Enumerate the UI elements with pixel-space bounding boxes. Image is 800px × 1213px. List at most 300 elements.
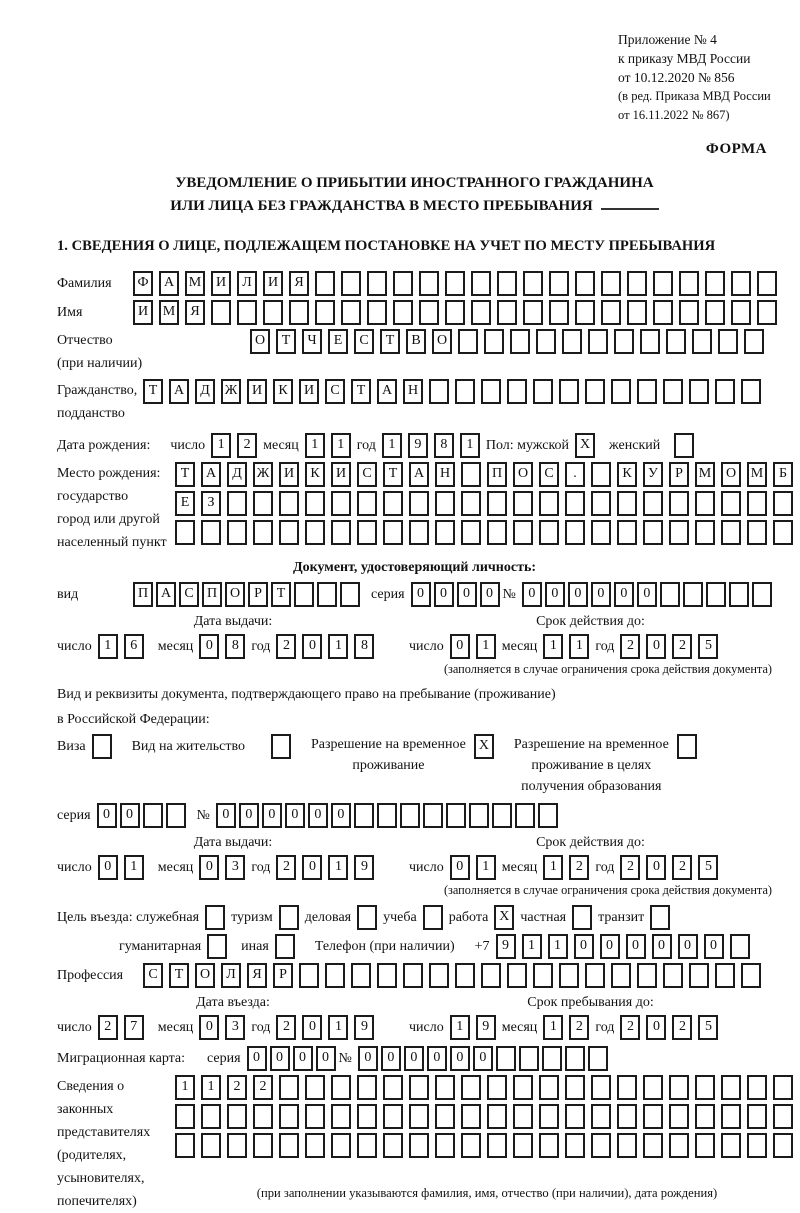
char-box[interactable] <box>643 1075 663 1100</box>
char-box[interactable] <box>497 271 517 296</box>
char-box[interactable] <box>279 520 299 545</box>
char-box[interactable]: 1 <box>543 855 563 880</box>
char-box[interactable] <box>705 300 725 325</box>
char-box[interactable]: 0 <box>262 803 282 828</box>
char-box[interactable] <box>354 803 374 828</box>
char-box[interactable] <box>461 491 481 516</box>
char-box[interactable] <box>481 379 501 404</box>
char-box[interactable] <box>663 379 683 404</box>
char-box[interactable] <box>549 300 569 325</box>
char-box[interactable] <box>253 1104 273 1129</box>
char-box[interactable] <box>513 520 533 545</box>
char-box[interactable] <box>669 1133 689 1158</box>
char-box[interactable] <box>393 300 413 325</box>
char-box[interactable] <box>357 520 377 545</box>
char-box[interactable]: 0 <box>626 934 646 959</box>
char-box[interactable] <box>637 963 657 988</box>
char-box[interactable]: 5 <box>698 855 718 880</box>
char-box[interactable] <box>773 1133 793 1158</box>
char-box[interactable] <box>175 1133 195 1158</box>
char-box[interactable] <box>423 803 443 828</box>
char-box[interactable]: Л <box>237 271 257 296</box>
char-box[interactable]: 6 <box>124 634 144 659</box>
char-box[interactable] <box>559 963 579 988</box>
char-box[interactable] <box>677 734 697 759</box>
char-box[interactable]: 8 <box>225 634 245 659</box>
char-box[interactable]: Р <box>248 582 268 607</box>
char-box[interactable] <box>317 582 337 607</box>
char-box[interactable] <box>487 1075 507 1100</box>
char-box[interactable] <box>279 905 299 930</box>
char-box[interactable]: 9 <box>408 433 428 458</box>
char-box[interactable] <box>721 491 741 516</box>
char-box[interactable]: 0 <box>199 1015 219 1040</box>
char-box[interactable]: 0 <box>637 582 657 607</box>
char-box[interactable] <box>523 271 543 296</box>
char-box[interactable]: 0 <box>473 1046 493 1071</box>
char-box[interactable] <box>705 271 725 296</box>
char-box[interactable]: 1 <box>328 855 348 880</box>
char-box[interactable] <box>715 379 735 404</box>
char-box[interactable] <box>614 329 634 354</box>
char-box[interactable] <box>461 520 481 545</box>
char-box[interactable]: 5 <box>698 1015 718 1040</box>
char-box[interactable] <box>341 300 361 325</box>
char-box[interactable] <box>166 803 186 828</box>
char-box[interactable] <box>539 520 559 545</box>
char-box[interactable]: Т <box>380 329 400 354</box>
char-box[interactable] <box>565 491 585 516</box>
char-box[interactable]: 0 <box>600 934 620 959</box>
char-box[interactable] <box>305 1104 325 1129</box>
char-box[interactable] <box>539 1104 559 1129</box>
char-box[interactable]: 2 <box>569 1015 589 1040</box>
char-box[interactable]: 1 <box>328 1015 348 1040</box>
char-box[interactable] <box>383 1075 403 1100</box>
char-box[interactable]: З <box>201 491 221 516</box>
char-box[interactable] <box>542 1046 562 1071</box>
char-box[interactable] <box>674 433 694 458</box>
char-box[interactable] <box>400 803 420 828</box>
char-box[interactable] <box>591 491 611 516</box>
char-box[interactable] <box>461 462 481 487</box>
char-box[interactable]: А <box>201 462 221 487</box>
char-box[interactable]: У <box>643 462 663 487</box>
char-box[interactable] <box>423 905 443 930</box>
char-box[interactable] <box>435 1104 455 1129</box>
char-box[interactable] <box>461 1075 481 1100</box>
char-box[interactable]: К <box>617 462 637 487</box>
char-box[interactable]: И <box>247 379 267 404</box>
char-box[interactable]: 1 <box>548 934 568 959</box>
char-box[interactable] <box>487 520 507 545</box>
char-box[interactable] <box>617 1075 637 1100</box>
char-box[interactable] <box>653 271 673 296</box>
char-box[interactable] <box>409 1075 429 1100</box>
char-box[interactable] <box>627 271 647 296</box>
char-box[interactable] <box>227 1133 247 1158</box>
char-box[interactable]: 1 <box>305 433 325 458</box>
char-box[interactable]: 0 <box>120 803 140 828</box>
char-box[interactable]: 1 <box>98 634 118 659</box>
char-box[interactable]: 2 <box>276 1015 296 1040</box>
char-box[interactable] <box>565 1133 585 1158</box>
char-box[interactable]: 0 <box>316 1046 336 1071</box>
char-box[interactable] <box>757 271 777 296</box>
char-box[interactable]: 2 <box>620 634 640 659</box>
char-box[interactable] <box>565 1046 585 1071</box>
char-box[interactable] <box>487 491 507 516</box>
char-box[interactable] <box>747 491 767 516</box>
char-box[interactable]: Р <box>669 462 689 487</box>
char-box[interactable] <box>572 905 592 930</box>
char-box[interactable] <box>393 271 413 296</box>
char-box[interactable] <box>331 520 351 545</box>
char-box[interactable] <box>357 1104 377 1129</box>
char-box[interactable]: С <box>325 379 345 404</box>
char-box[interactable] <box>731 271 751 296</box>
char-box[interactable]: 9 <box>354 855 374 880</box>
char-box[interactable]: С <box>539 462 559 487</box>
char-box[interactable]: 0 <box>302 1015 322 1040</box>
char-box[interactable] <box>588 1046 608 1071</box>
char-box[interactable] <box>455 963 475 988</box>
char-box[interactable]: Т <box>175 462 195 487</box>
char-box[interactable] <box>263 300 283 325</box>
char-box[interactable] <box>721 1133 741 1158</box>
char-box[interactable]: М <box>185 271 205 296</box>
char-box[interactable] <box>689 963 709 988</box>
char-box[interactable] <box>519 1046 539 1071</box>
char-box[interactable]: И <box>331 462 351 487</box>
char-box[interactable]: 0 <box>411 582 431 607</box>
char-box[interactable]: 7 <box>124 1015 144 1040</box>
char-box[interactable] <box>275 934 295 959</box>
char-box[interactable]: 0 <box>216 803 236 828</box>
char-box[interactable]: 0 <box>381 1046 401 1071</box>
char-box[interactable]: 1 <box>175 1075 195 1100</box>
char-box[interactable] <box>721 1104 741 1129</box>
char-box[interactable] <box>331 1075 351 1100</box>
char-box[interactable] <box>731 300 751 325</box>
char-box[interactable]: 0 <box>574 934 594 959</box>
char-box[interactable] <box>747 1133 767 1158</box>
char-box[interactable] <box>201 1133 221 1158</box>
char-box[interactable] <box>695 1075 715 1100</box>
char-box[interactable] <box>669 491 689 516</box>
char-box[interactable] <box>271 734 291 759</box>
char-box[interactable] <box>507 963 527 988</box>
char-box[interactable] <box>510 329 530 354</box>
char-box[interactable]: X <box>494 905 514 930</box>
char-box[interactable]: В <box>406 329 426 354</box>
char-box[interactable]: Я <box>247 963 267 988</box>
char-box[interactable] <box>695 1133 715 1158</box>
char-box[interactable] <box>643 520 663 545</box>
char-box[interactable]: 2 <box>672 634 692 659</box>
char-box[interactable] <box>575 271 595 296</box>
char-box[interactable] <box>507 379 527 404</box>
char-box[interactable] <box>458 329 478 354</box>
char-box[interactable]: 8 <box>434 433 454 458</box>
char-box[interactable] <box>617 1104 637 1129</box>
char-box[interactable] <box>575 300 595 325</box>
char-box[interactable]: . <box>565 462 585 487</box>
char-box[interactable]: 0 <box>591 582 611 607</box>
char-box[interactable] <box>487 1104 507 1129</box>
char-box[interactable] <box>253 491 273 516</box>
char-box[interactable]: 2 <box>237 433 257 458</box>
char-box[interactable] <box>533 379 553 404</box>
char-box[interactable] <box>237 300 257 325</box>
char-box[interactable]: Т <box>351 379 371 404</box>
char-box[interactable]: Б <box>773 462 793 487</box>
char-box[interactable] <box>299 963 319 988</box>
char-box[interactable]: Л <box>221 963 241 988</box>
char-box[interactable]: 0 <box>450 855 470 880</box>
char-box[interactable] <box>227 1104 247 1129</box>
char-box[interactable] <box>305 491 325 516</box>
char-box[interactable] <box>315 271 335 296</box>
char-box[interactable] <box>383 491 403 516</box>
char-box[interactable]: И <box>133 300 153 325</box>
char-box[interactable]: 1 <box>543 634 563 659</box>
char-box[interactable] <box>435 491 455 516</box>
char-box[interactable]: 0 <box>568 582 588 607</box>
char-box[interactable] <box>305 520 325 545</box>
char-box[interactable]: 2 <box>227 1075 247 1100</box>
char-box[interactable] <box>471 271 491 296</box>
char-box[interactable]: И <box>263 271 283 296</box>
char-box[interactable] <box>559 379 579 404</box>
char-box[interactable]: 2 <box>253 1075 273 1100</box>
char-box[interactable]: 8 <box>354 634 374 659</box>
char-box[interactable] <box>617 1133 637 1158</box>
char-box[interactable]: Е <box>175 491 195 516</box>
char-box[interactable] <box>409 520 429 545</box>
char-box[interactable] <box>487 1133 507 1158</box>
char-box[interactable] <box>663 963 683 988</box>
char-box[interactable] <box>419 271 439 296</box>
char-box[interactable] <box>549 271 569 296</box>
char-box[interactable] <box>419 300 439 325</box>
char-box[interactable] <box>515 803 535 828</box>
char-box[interactable] <box>591 1075 611 1100</box>
char-box[interactable] <box>429 963 449 988</box>
char-box[interactable] <box>721 520 741 545</box>
char-box[interactable]: П <box>487 462 507 487</box>
char-box[interactable] <box>227 491 247 516</box>
char-box[interactable] <box>201 520 221 545</box>
char-box[interactable]: Т <box>276 329 296 354</box>
char-box[interactable] <box>565 1104 585 1129</box>
char-box[interactable] <box>669 1104 689 1129</box>
char-box[interactable]: 0 <box>404 1046 424 1071</box>
char-box[interactable] <box>562 329 582 354</box>
char-box[interactable] <box>175 1104 195 1129</box>
char-box[interactable] <box>565 1075 585 1100</box>
char-box[interactable] <box>496 1046 516 1071</box>
char-box[interactable] <box>484 329 504 354</box>
char-box[interactable]: 9 <box>476 1015 496 1040</box>
char-box[interactable]: 0 <box>434 582 454 607</box>
char-box[interactable] <box>357 1133 377 1158</box>
char-box[interactable] <box>523 300 543 325</box>
char-box[interactable]: 1 <box>476 855 496 880</box>
char-box[interactable] <box>513 1133 533 1158</box>
char-box[interactable] <box>279 1075 299 1100</box>
char-box[interactable]: 1 <box>569 634 589 659</box>
char-box[interactable] <box>627 300 647 325</box>
char-box[interactable]: 0 <box>614 582 634 607</box>
char-box[interactable] <box>601 271 621 296</box>
char-box[interactable]: 9 <box>496 934 516 959</box>
char-box[interactable]: О <box>513 462 533 487</box>
char-box[interactable]: М <box>747 462 767 487</box>
char-box[interactable]: О <box>195 963 215 988</box>
char-box[interactable]: И <box>279 462 299 487</box>
char-box[interactable] <box>446 803 466 828</box>
char-box[interactable]: 0 <box>646 855 666 880</box>
char-box[interactable] <box>643 1133 663 1158</box>
char-box[interactable]: Ч <box>302 329 322 354</box>
char-box[interactable] <box>533 963 553 988</box>
char-box[interactable] <box>565 520 585 545</box>
char-box[interactable] <box>315 300 335 325</box>
char-box[interactable] <box>747 1075 767 1100</box>
char-box[interactable]: 2 <box>672 1015 692 1040</box>
char-box[interactable] <box>227 520 247 545</box>
char-box[interactable] <box>591 1104 611 1129</box>
char-box[interactable]: 1 <box>124 855 144 880</box>
char-box[interactable]: 0 <box>358 1046 378 1071</box>
char-box[interactable] <box>715 963 735 988</box>
char-box[interactable] <box>601 300 621 325</box>
char-box[interactable] <box>481 963 501 988</box>
char-box[interactable]: 2 <box>620 855 640 880</box>
char-box[interactable] <box>445 300 465 325</box>
char-box[interactable] <box>669 1075 689 1100</box>
char-box[interactable] <box>640 329 660 354</box>
char-box[interactable] <box>253 520 273 545</box>
char-box[interactable] <box>351 963 371 988</box>
char-box[interactable] <box>617 491 637 516</box>
char-box[interactable] <box>747 1104 767 1129</box>
char-box[interactable] <box>253 1133 273 1158</box>
char-box[interactable]: 0 <box>652 934 672 959</box>
char-box[interactable] <box>588 329 608 354</box>
char-box[interactable]: 0 <box>97 803 117 828</box>
char-box[interactable]: П <box>202 582 222 607</box>
char-box[interactable] <box>757 300 777 325</box>
char-box[interactable] <box>611 379 631 404</box>
char-box[interactable] <box>666 329 686 354</box>
char-box[interactable] <box>747 520 767 545</box>
char-box[interactable]: 1 <box>382 433 402 458</box>
char-box[interactable] <box>679 300 699 325</box>
char-box[interactable] <box>741 379 761 404</box>
char-box[interactable] <box>585 379 605 404</box>
char-box[interactable] <box>325 963 345 988</box>
char-box[interactable]: 9 <box>354 1015 374 1040</box>
char-box[interactable] <box>744 329 764 354</box>
char-box[interactable] <box>341 271 361 296</box>
char-box[interactable] <box>539 491 559 516</box>
char-box[interactable]: Р <box>273 963 293 988</box>
char-box[interactable] <box>650 905 670 930</box>
char-box[interactable] <box>669 520 689 545</box>
char-box[interactable]: 0 <box>646 1015 666 1040</box>
char-box[interactable]: 0 <box>450 634 470 659</box>
char-box[interactable]: 0 <box>302 855 322 880</box>
char-box[interactable] <box>718 329 738 354</box>
char-box[interactable] <box>377 963 397 988</box>
char-box[interactable] <box>706 582 726 607</box>
char-box[interactable] <box>741 963 761 988</box>
char-box[interactable]: 0 <box>545 582 565 607</box>
char-box[interactable] <box>279 491 299 516</box>
char-box[interactable]: 0 <box>247 1046 267 1071</box>
char-box[interactable] <box>536 329 556 354</box>
char-box[interactable] <box>679 271 699 296</box>
char-box[interactable]: А <box>159 271 179 296</box>
char-box[interactable]: 0 <box>270 1046 290 1071</box>
char-box[interactable] <box>730 934 750 959</box>
char-box[interactable]: А <box>409 462 429 487</box>
char-box[interactable] <box>331 1104 351 1129</box>
char-box[interactable] <box>721 1075 741 1100</box>
char-box[interactable]: 0 <box>480 582 500 607</box>
char-box[interactable] <box>367 300 387 325</box>
char-box[interactable]: 0 <box>646 634 666 659</box>
char-box[interactable]: 2 <box>672 855 692 880</box>
char-box[interactable] <box>513 1104 533 1129</box>
char-box[interactable] <box>617 520 637 545</box>
char-box[interactable]: Я <box>289 271 309 296</box>
char-box[interactable]: 0 <box>293 1046 313 1071</box>
char-box[interactable]: 0 <box>199 634 219 659</box>
char-box[interactable] <box>497 300 517 325</box>
char-box[interactable] <box>773 491 793 516</box>
char-box[interactable] <box>513 1075 533 1100</box>
char-box[interactable]: 1 <box>328 634 348 659</box>
char-box[interactable] <box>653 300 673 325</box>
char-box[interactable]: Ж <box>221 379 241 404</box>
char-box[interactable] <box>591 462 611 487</box>
char-box[interactable]: 1 <box>460 433 480 458</box>
char-box[interactable] <box>461 1104 481 1129</box>
char-box[interactable] <box>461 1133 481 1158</box>
char-box[interactable] <box>539 1075 559 1100</box>
char-box[interactable] <box>383 1104 403 1129</box>
char-box[interactable]: 0 <box>239 803 259 828</box>
char-box[interactable] <box>211 300 231 325</box>
char-box[interactable]: Ф <box>133 271 153 296</box>
char-box[interactable]: 0 <box>308 803 328 828</box>
char-box[interactable]: 1 <box>522 934 542 959</box>
char-box[interactable] <box>513 491 533 516</box>
char-box[interactable]: Т <box>169 963 189 988</box>
char-box[interactable]: 2 <box>276 634 296 659</box>
char-box[interactable] <box>201 1104 221 1129</box>
char-box[interactable]: Н <box>435 462 455 487</box>
char-box[interactable] <box>92 734 112 759</box>
char-box[interactable]: О <box>250 329 270 354</box>
char-box[interactable]: С <box>357 462 377 487</box>
char-box[interactable]: 2 <box>276 855 296 880</box>
char-box[interactable] <box>175 520 195 545</box>
char-box[interactable]: 1 <box>543 1015 563 1040</box>
